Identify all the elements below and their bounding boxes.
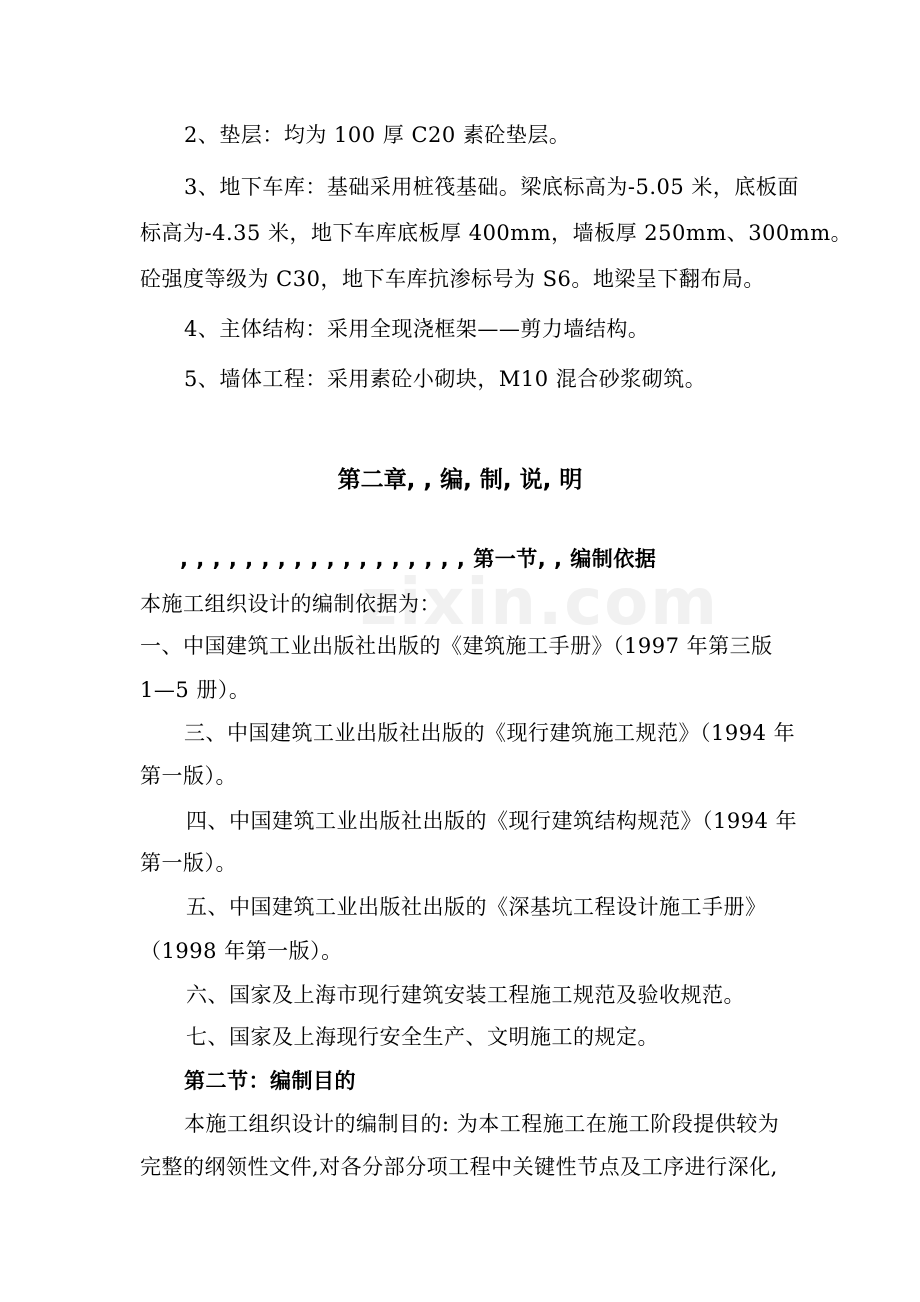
paragraph-cushion-layer: 2、垫层：均为 100 厚 C20 素砼垫层。 <box>184 123 571 147</box>
paragraph-main-structure: 4、主体结构：采用全现浇框架——剪力墙结构。 <box>184 317 650 341</box>
basis-item-3-line-2: 第一版）。 <box>140 764 237 788</box>
basis-item-3-line-1: 三、中国建筑工业出版社出版的《现行建筑施工规范》（1994 年 <box>184 721 796 745</box>
watermark: zixin.com <box>360 566 719 640</box>
section-2-body-line-1: 本施工组织设计的编制目的: 为本工程施工在施工阶段提供较为 <box>184 1112 780 1136</box>
basis-item-1-line-2: 1—5 册）。 <box>140 678 251 702</box>
section-1-title: , , , , , , , , , , , , , , , , , , 第一节, , 编制依据 <box>180 547 657 571</box>
section-1-intro: 本施工组织设计的编制依据为： <box>140 592 441 616</box>
section-2-body-line-2: 完整的纲领性文件,对各分部分项工程中关键性节点及工序进行深化, <box>140 1155 778 1179</box>
basis-item-5-line-2: （1998 年第一版）。 <box>140 939 343 963</box>
chapter-title: 第二章, , 编, 制, 说, 明 <box>337 467 583 493</box>
basis-item-7: 七、国家及上海现行安全生产、文明施工的规定。 <box>186 1025 659 1049</box>
paragraph-wall-works: 5、墙体工程：采用素砼小砌块，M10 混合砂浆砌筑。 <box>184 367 707 391</box>
paragraph-garage-line-3: 砼强度等级为 C30，地下车库抗渗标号为 S6。地梁呈下翻布局。 <box>140 267 765 291</box>
basis-item-5-line-1: 五、中国建筑工业出版社出版的《深基坑工程设计施工手册》 <box>186 895 767 919</box>
paragraph-garage-line-1: 3、地下车库：基础采用桩筏基础。梁底标高为-5.05 米，底板面 <box>184 175 799 199</box>
section-2-title: 第二节：编制目的 <box>184 1069 356 1093</box>
paragraph-garage-line-2: 标高为-4.35 米，地下车库底板厚 400mm，墙板厚 250mm、300mm。 <box>140 221 853 245</box>
basis-item-4-line-2: 第一版）。 <box>140 851 237 875</box>
basis-item-1-line-1: 一、中国建筑工业出版社出版的《建筑施工手册》（1997 年第三版 <box>140 634 773 658</box>
basis-item-4-line-1: 四、中国建筑工业出版社出版的《现行建筑结构规范》（1994 年 <box>186 809 798 833</box>
basis-item-6: 六、国家及上海市现行建筑安装工程施工规范及验收规范。 <box>186 983 745 1007</box>
